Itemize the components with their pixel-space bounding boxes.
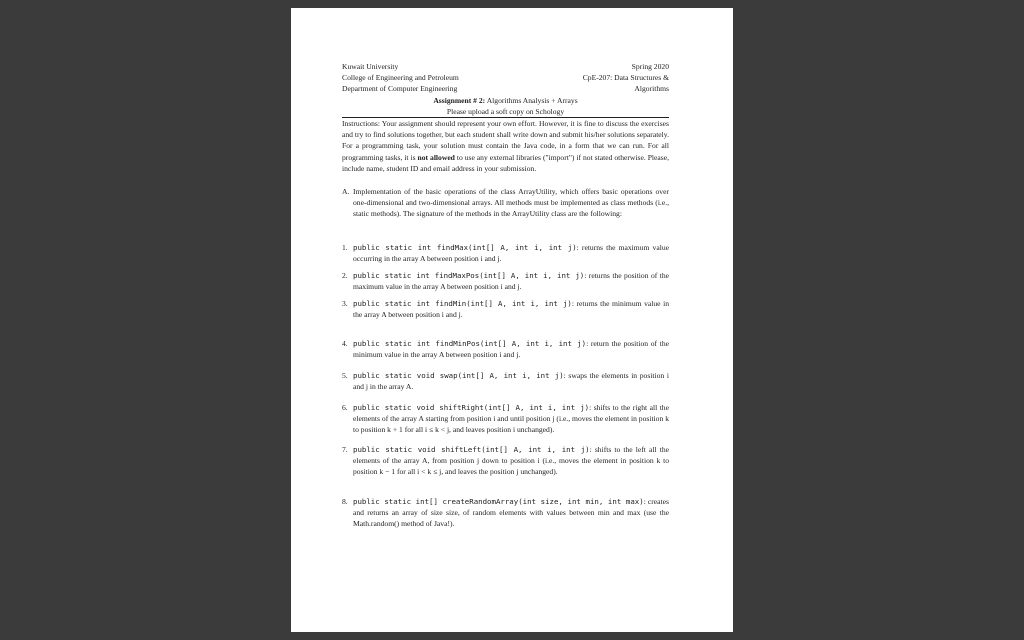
method-signature: public static int findMax(int[] A, int i, int j): [353, 243, 577, 252]
method-signature: public static int findMaxPos(int[] A, int i, int j): [353, 271, 585, 280]
document-header: [342, 61, 669, 117]
university: Kuwait University: [342, 62, 399, 71]
method-description: : shifts to the left all the elements of the array A, from position j down to position i (i.e., moves the element in position k to position k − 1 for all i < k ≤ j, and leaves the position j unchanged).: [353, 445, 669, 477]
department: Department of Computer Engineering: [342, 84, 458, 94]
method-item: [342, 338, 669, 360]
instructions: Instructions: Your assignment should represent your own effort. However, it is fine to discuss the exercises and try to find solutions together, but each student shall write down and submit his/her solutions separately. For a programming task, your solution must contain the Java code, in a form that we can run. For all programming tasks, it is not allowed to use any external libraries ("import") if not stated otherwise. Please, include name, student ID and email address in your submission.: [342, 119, 669, 173]
method-description: : returns the minimum value in the array A between position i and j.: [353, 299, 670, 320]
method-item: [342, 242, 669, 264]
item-number: 4.: [342, 339, 348, 348]
method-item: [342, 496, 669, 530]
method-item: [342, 444, 669, 478]
method-signature: public static void swap(int[] A, int i, int j): [353, 371, 564, 380]
college: College of Engineering and Petroleum: [342, 73, 459, 83]
term: Spring 2020: [631, 62, 669, 71]
method-description: : swaps the elements in position i and j in the array A.: [353, 371, 669, 392]
method-description: : returns the maximum value occurring in the array A between position i and j.: [353, 243, 669, 264]
document-page: [291, 8, 733, 632]
method-description: : returns the position of the maximum value in the array A between position i and j.: [353, 271, 669, 292]
method-description: : shifts to the right all the elements of the array A starting from position i and until position j (i.e., moves the element in position k to position k + 1 for all i ≤ k < j, and leaves position i unchanged).: [353, 403, 669, 435]
method-item: [342, 298, 669, 320]
upload-note: Please upload a soft copy on Schology: [446, 106, 565, 116]
section-a: A. Implementation of the basic operations of the class ArrayUtility, which offers basic operations over one-dimensional and two-dimensional arrays. All methods must be implemented as class methods (i.e., static methods). The signature of the methods in the ArrayUtility class are the following:: [342, 187, 669, 219]
item-number: 5.: [342, 371, 348, 380]
method-signature: public static int findMin(int[] A, int i, int j): [353, 299, 572, 308]
method-item: [342, 402, 669, 436]
method-signature: public static int[] createRandomArray(int size, int min, int max): [353, 497, 644, 506]
item-number: 3.: [342, 299, 348, 308]
item-number: 6.: [342, 403, 348, 412]
method-item: [342, 370, 669, 392]
item-number: 2.: [342, 271, 348, 280]
method-item: [342, 270, 669, 292]
method-description: : return the position of the minimum value in the array A between position i and j.: [353, 339, 669, 360]
item-number: 1.: [342, 243, 348, 252]
item-number: 7.: [342, 445, 348, 454]
course: CpE-207: Data Structures &: [582, 73, 669, 83]
method-signature: public static void shiftRight(int[] A, int i, int j): [353, 403, 590, 412]
assignment-title: Assignment # 2: Algorithms Analysis + Arrays: [433, 95, 578, 105]
method-description: : creates and returns an array of size size, of random elements with values between min and max (use the Math.random() method of Java!).: [353, 497, 669, 529]
item-number: 8.: [342, 497, 348, 506]
course-cont: Algorithms: [634, 84, 669, 94]
method-signature: public static void shiftLeft(int[] A, int i, int j): [353, 445, 590, 454]
method-signature: public static int findMinPos(int[] A, int i, int j): [353, 339, 587, 348]
